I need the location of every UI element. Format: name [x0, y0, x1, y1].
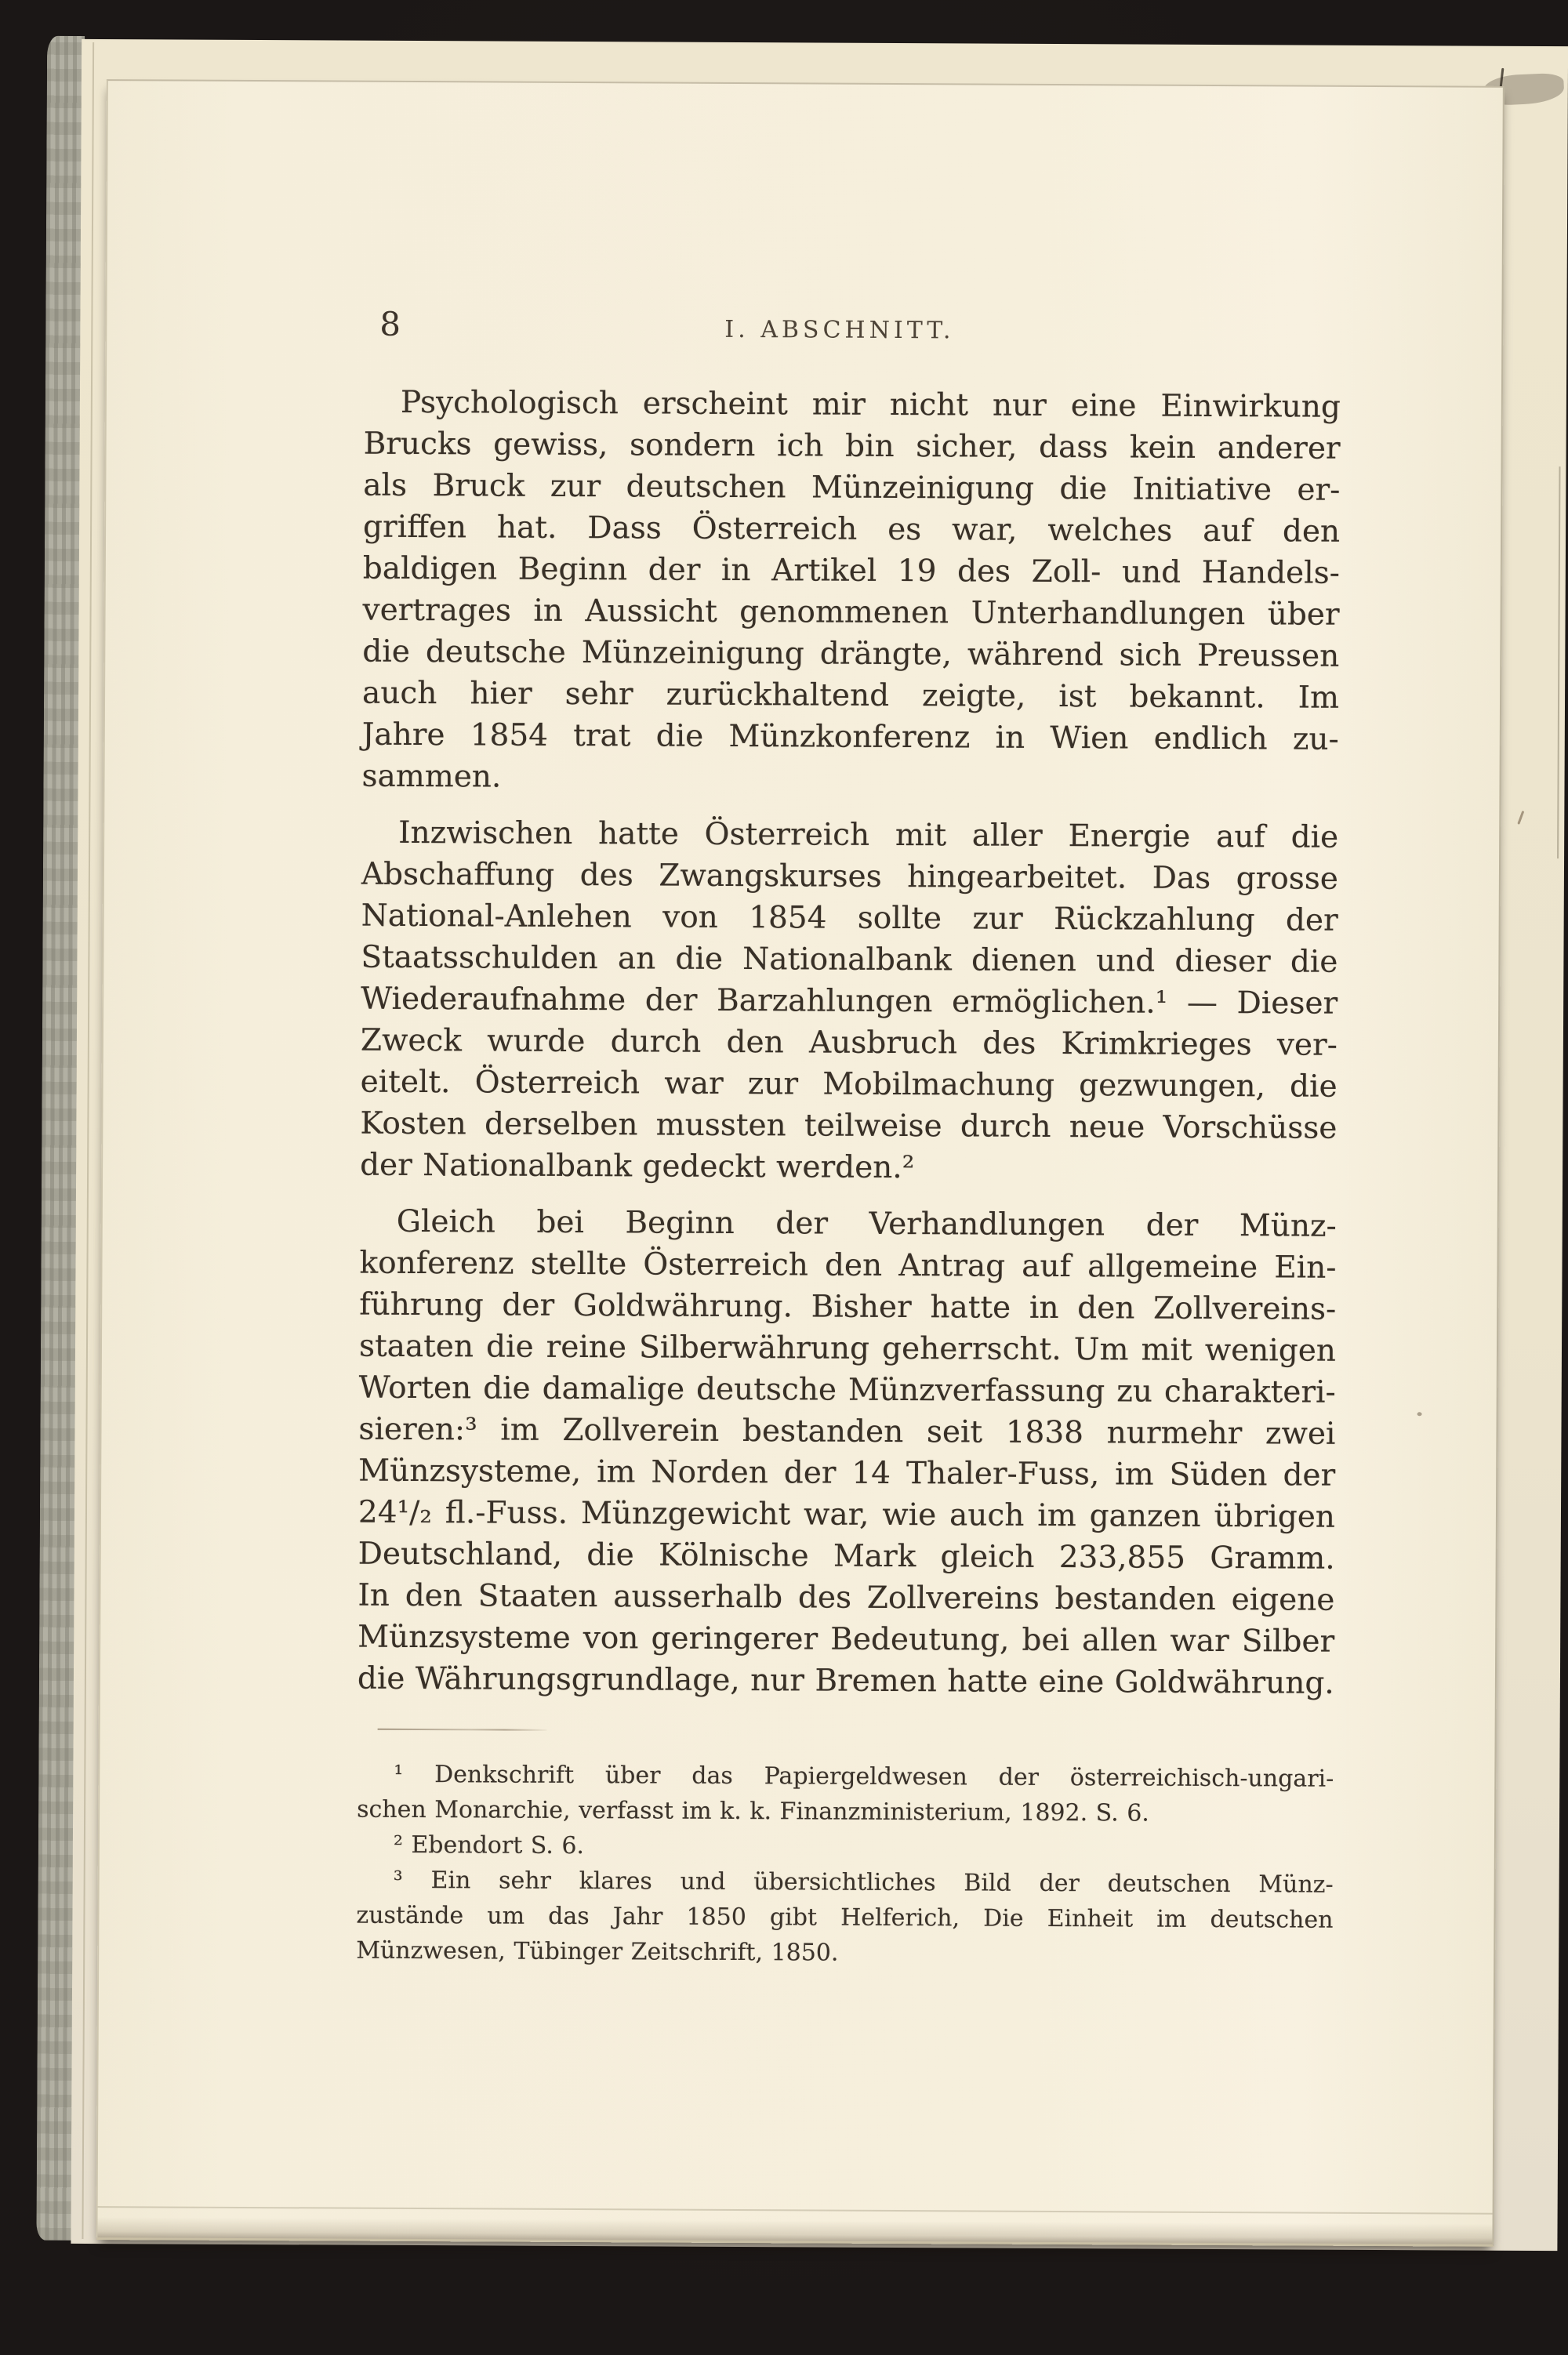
text-line: ³ Ein sehr klares und übersichtliches Bild der deutschen Münz-: [393, 1866, 1334, 1899]
text-line: sammen.: [361, 758, 502, 795]
text-line: Münzsysteme, im Norden der 14 Thaler-Fuss, im Süden der: [358, 1453, 1336, 1493]
text-line: Jahre 1854 trat die Münzkonferenz in Wien endlich zu-: [361, 717, 1339, 757]
running-head: I. ABSCHNITT.: [724, 315, 955, 345]
text-line: zustände um das Jahr 1850 gibt Helferich, Die Einheit im deutschen: [356, 1901, 1334, 1934]
text-line: der Nationalbank gedeckt werden.²: [360, 1147, 915, 1186]
text-line: ² Ebendort S. 6.: [393, 1831, 585, 1860]
text-line: In den Staaten ausserhalb des Zollvereins bestanden eigene: [358, 1577, 1335, 1618]
text-line: Münzwesen, Tübinger Zeitschrift, 1850.: [356, 1936, 839, 1967]
text-line: 24¹/₂ fl.-Fuss. Münzgewicht war, wie auch im ganzen übrigen: [358, 1494, 1336, 1535]
text-line: baldigen Beginn der in Artikel 19 des Zoll- und Handels-: [362, 550, 1340, 591]
text-line: National-Anlehen von 1854 sollte zur Rückzahlung der: [361, 898, 1338, 938]
text-line: die deutsche Münzeinigung drängte, während sich Preussen: [362, 633, 1340, 674]
text-line: Deutschland, die Kölnische Mark gleich 233,855 Gramm.: [358, 1536, 1335, 1577]
page-bottom-shadow: [97, 2217, 1492, 2244]
text-line: Kosten derselben mussten teilweise durch neue Vorschüsse: [360, 1105, 1338, 1146]
text-line: Inzwischen hatte Österreich mit aller Energie auf die: [398, 815, 1339, 855]
paper-fleck: [1417, 1412, 1422, 1416]
footnote-rule: [378, 1729, 547, 1731]
paragraph: [357, 1827, 1334, 1867]
paragraph: [361, 382, 1341, 802]
text-line: Münzsysteme von geringerer Bedeutung, bei allen war Silber: [358, 1619, 1335, 1660]
page-number: 8: [379, 304, 401, 343]
paragraph: [358, 1201, 1337, 1704]
text-line: staaten die reine Silberwährung geherrscht. Um mit wenigen: [358, 1328, 1337, 1369]
text-line: Gleich bei Beginn der Verhandlungen der Münz-: [396, 1203, 1337, 1244]
text-line: Abschaffung des Zwangskurses hingearbeitet. Das grosse: [361, 856, 1339, 897]
book-page: [96, 79, 1504, 2247]
text-line: auch hier sehr zurückhaltend zeigte, ist bekannt. Im: [361, 675, 1340, 716]
text-line: vertrages in Aussicht genommenen Unterhandlungen über: [362, 592, 1340, 633]
text-line: Psychologisch erscheint mir nicht nur eine Einwirkung: [400, 384, 1341, 425]
text-line: konferenz stellte Österreich den Antrag auf allgemeine Ein-: [359, 1245, 1337, 1286]
footnotes: [356, 1757, 1334, 1973]
page-bottom-edge-line: [98, 2206, 1493, 2215]
text-line: griffen hat. Dass Österreich es war, welches auf den: [363, 509, 1341, 550]
text-line: sieren:³ im Zollverein bestanden seit 1838 nurmehr zwei: [358, 1411, 1336, 1452]
paragraph: [357, 1757, 1334, 1832]
text-line: Wiederaufnahme der Barzahlungen ermöglichen.¹ — Dieser: [361, 981, 1338, 1021]
body-text: [358, 382, 1341, 1704]
text-line: schen Monarchie, verfasst im k. k. Finanzministerium, 1892. S. 6.: [357, 1795, 1149, 1827]
paragraph: [356, 1863, 1334, 1973]
text-line: Staatsschulden an die Nationalbank dienen und dieser die: [361, 939, 1338, 980]
text-line: Zweck wurde durch den Ausbruch des Krimkrieges ver-: [360, 1022, 1338, 1063]
paragraph: [360, 812, 1338, 1191]
text-line: die Währungsgrundlage, nur Bremen hatte eine Goldwährung.: [357, 1660, 1334, 1701]
text-line: eitelt. Österreich war zur Mobilmachung gezwungen, die: [360, 1064, 1338, 1105]
text-line: führung der Goldwährung. Bisher hatte in den Zollvereins-: [359, 1286, 1337, 1327]
text-line: Brucks gewiss, sondern ich bin sicher, dass kein anderer: [363, 426, 1341, 466]
text-line: als Bruck zur deutschen Münzeinigung die Initiative er-: [363, 467, 1341, 508]
text-line: ¹ Denkschrift über das Papiergeldwesen der österreichisch-ungari-: [394, 1760, 1334, 1793]
text-line: Worten die damalige deutsche Münzverfassung zu charakteri-: [358, 1370, 1336, 1410]
